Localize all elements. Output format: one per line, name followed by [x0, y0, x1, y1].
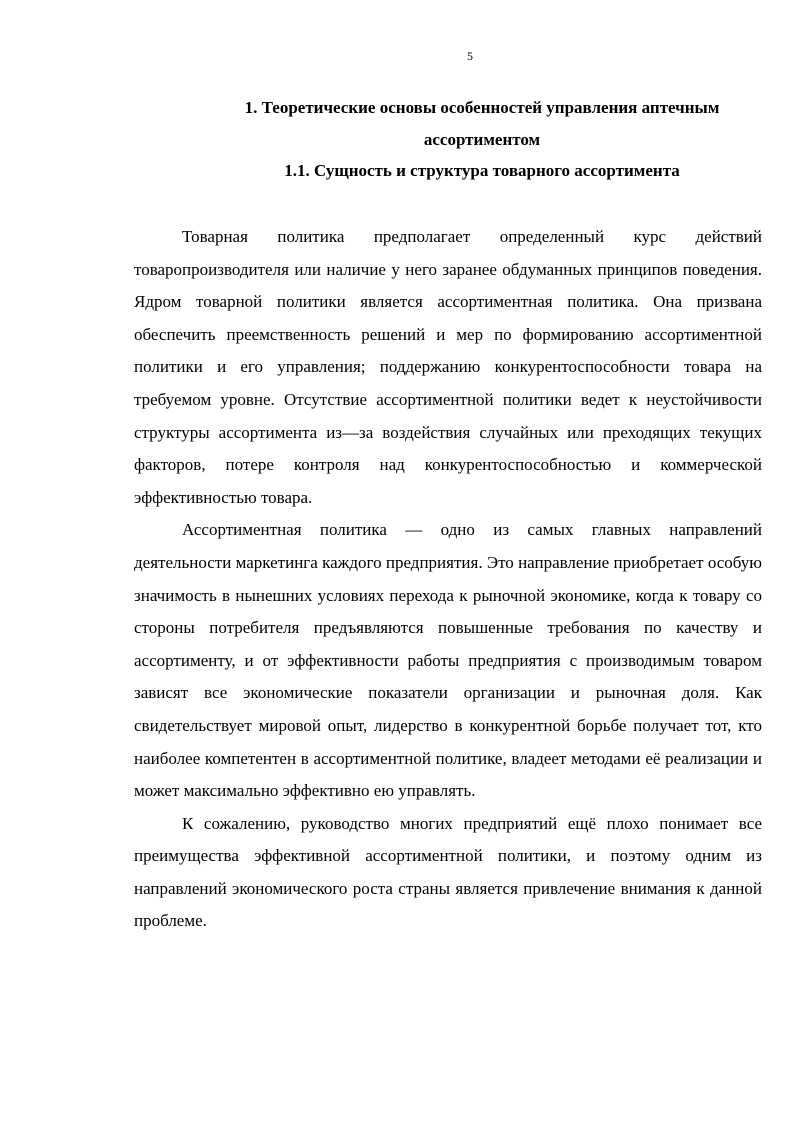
page-number: 5: [467, 49, 473, 63]
chapter-heading-line-2: ассортиментом: [423, 130, 541, 149]
paragraph-1: Товарная политика предполагает определенный курс действий товаропроизводителя или наличие у него заранее обдуманных принципов поведения. Ядром товарной политики является ассортиментная политика. Она призвана обеспечить преемственность решений и мер по формированию ассортиментной политики и его управления; поддержанию конкурентоспособности товара на требуемом уровне. Отсутствие ассортиментной политики ведет к неустойчивости структуры ассортимента из—за воздействия случайных или преходящих текущих факторов, потере контроля над конкурентоспособностью и коммерческой эффективностью товара.: [134, 227, 762, 507]
paragraph-3: К сожалению, руководство многих предприятий ещё плохо понимает все преимущества эффективной ассортиментной политики, и поэтому одним из направлений экономического роста страны является привлечение внимания к данной проблеме.: [134, 813, 762, 931]
chapter-heading: [134, 92, 762, 156]
paragraph-2: Ассортиментная политика — одно из самых главных направлений деятельности маркетинга каждого предприятия. Это направление приобретает особую значимость в нынешних условиях перехода к рыночной экономике, когда к товару со стороны потребителя предъявляются повышенные требования по качеству и ассортименту, и от эффективности работы предприятия с производимым товаром зависят все экономические показатели организации и рыночная доля. Как свидетельствует мировой опыт, лидерство в конкурентной борьбе получает тот, кто наиболее компетентен в ассортиментной политике, владеет методами её реализации и может максимально эффективно ею управлять.: [134, 520, 762, 801]
chapter-heading-line-1: 1. Теоретические основы особенностей управления аптечным: [244, 98, 720, 117]
body-text: [134, 221, 762, 938]
section-heading: 1.1. Сущность и структура товарного ассортимента: [284, 161, 680, 180]
